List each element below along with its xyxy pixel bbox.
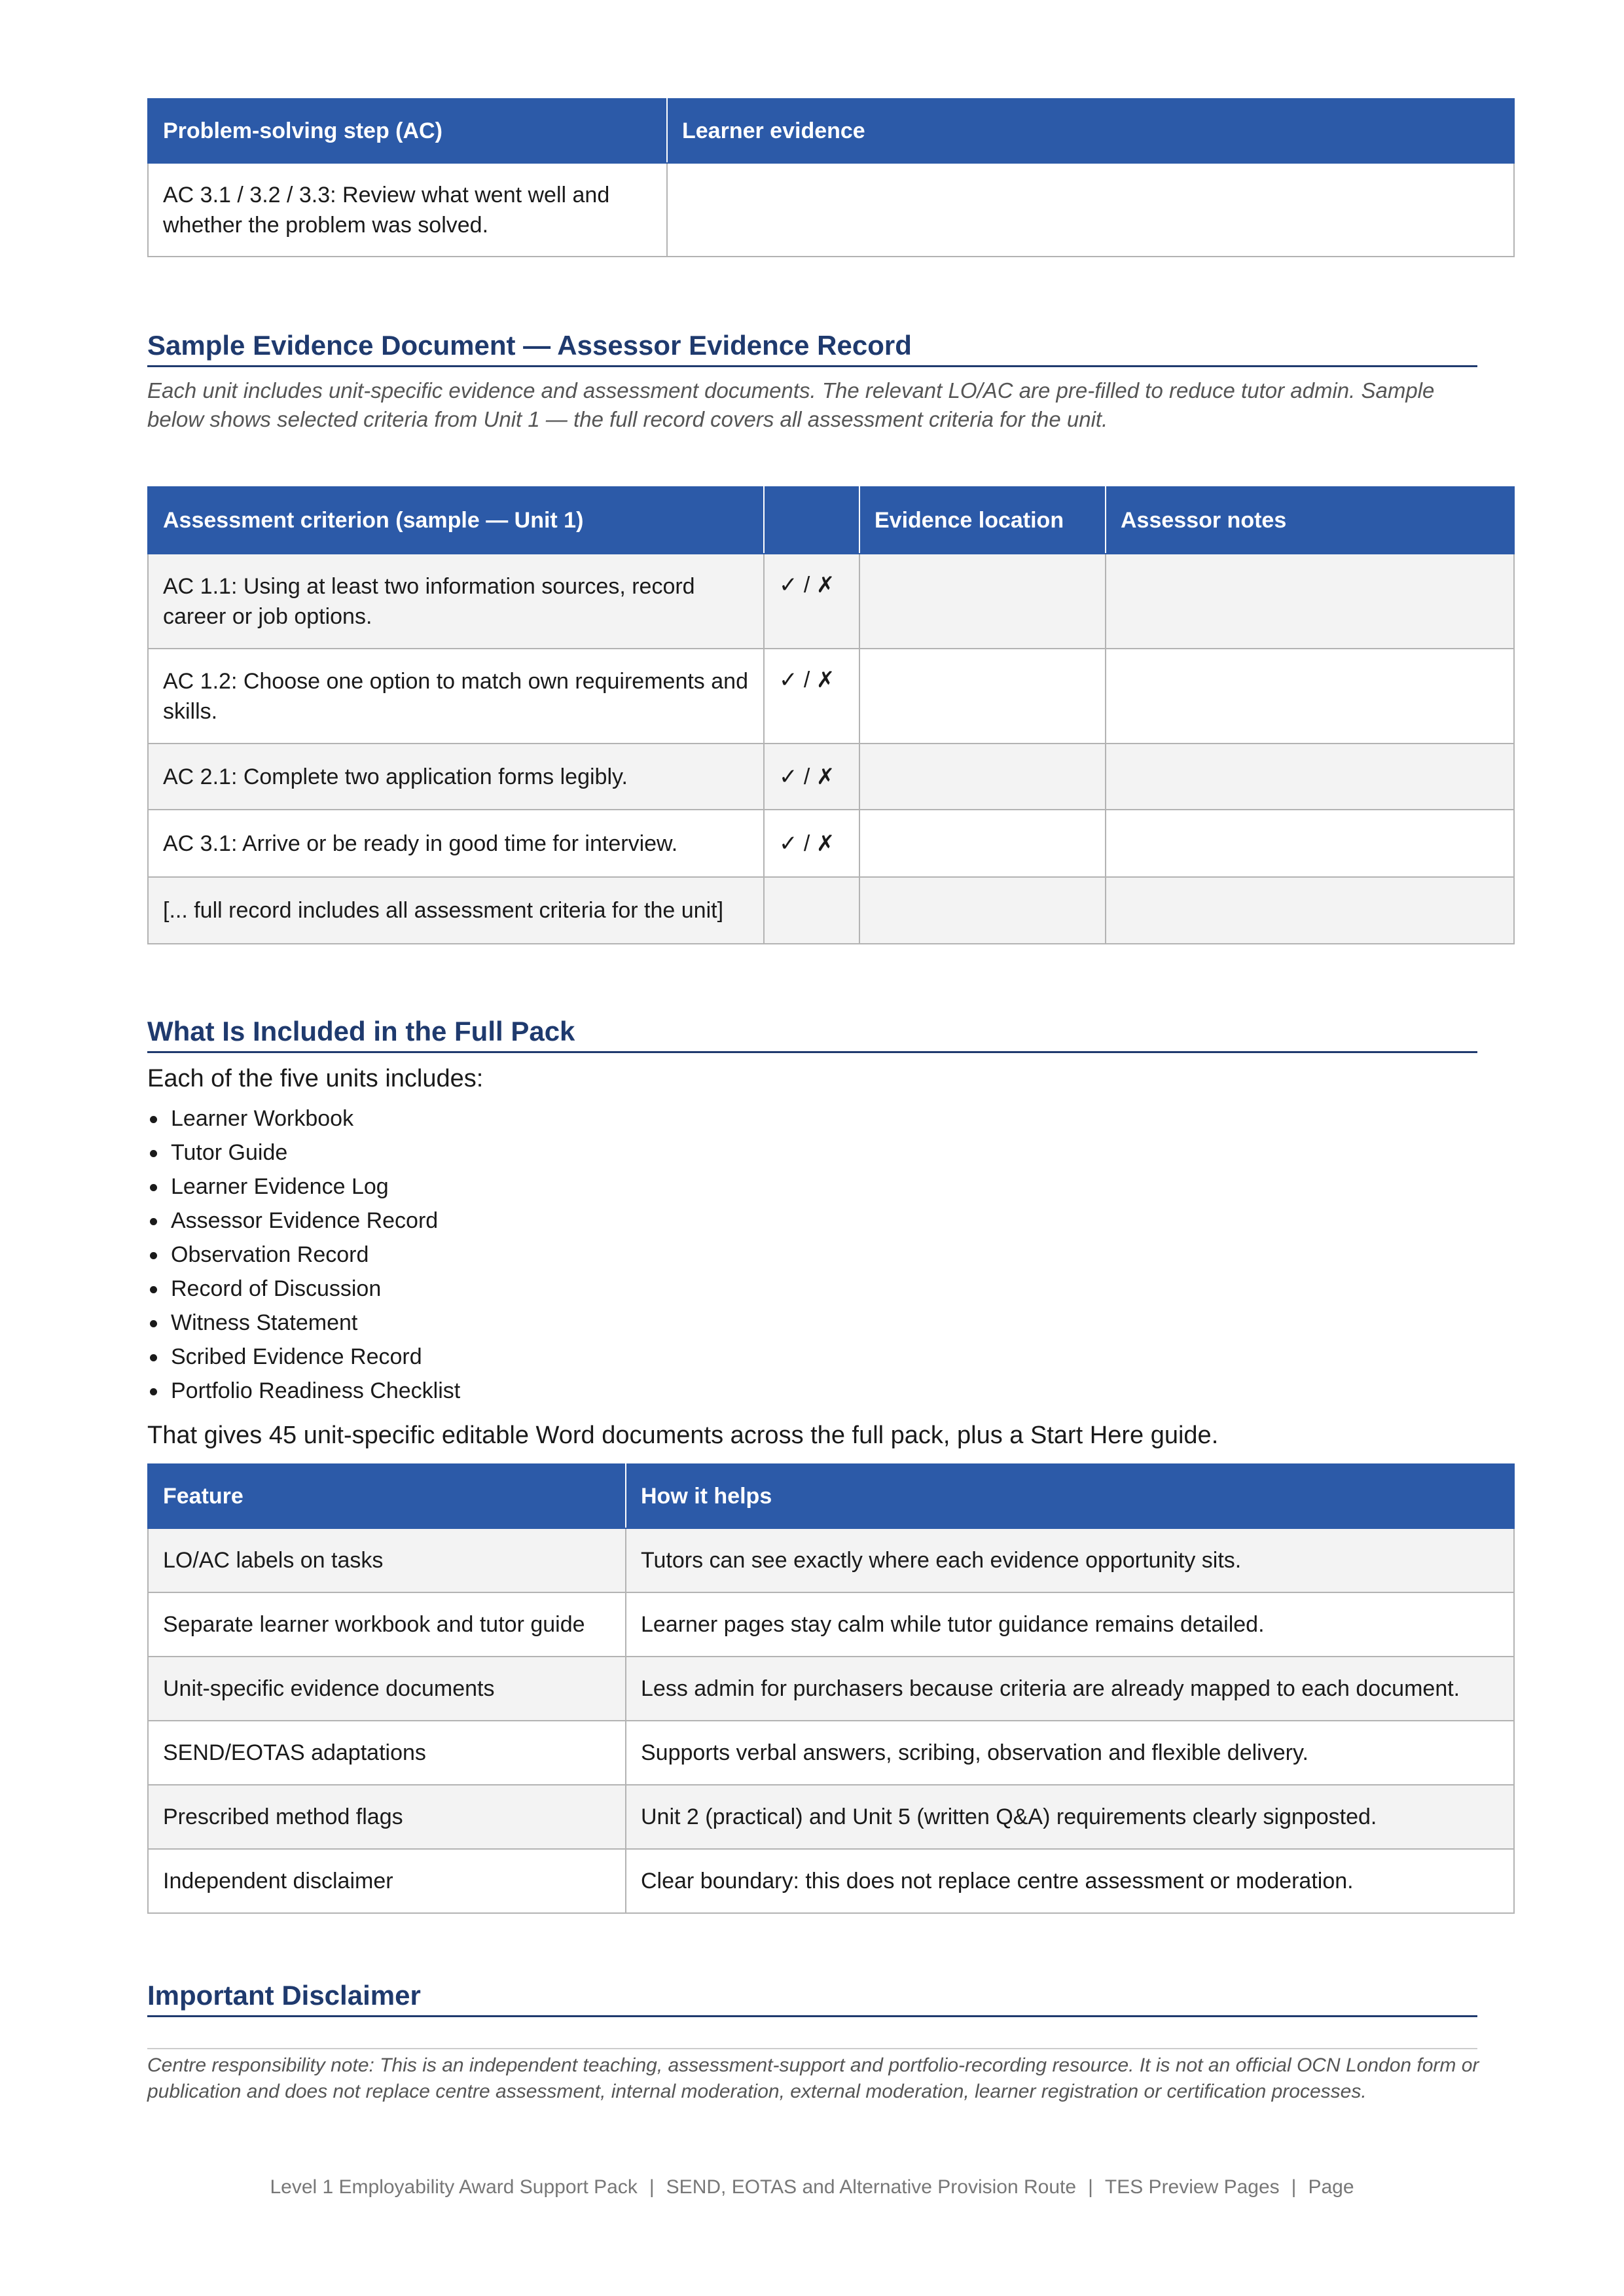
assessor-notes-cell[interactable]	[1106, 810, 1514, 877]
disclaimer-text: Centre responsibility note: This is an independent teaching, assessment-support and portfolio-recording resource. It is not an official OCN London form or publication and does not replace centre assessment, internal moderation, external moderation, learner registration or certification processes.	[147, 2054, 1479, 2102]
evidence-location-cell	[859, 877, 1106, 944]
list-item: Observation Record	[147, 1238, 460, 1272]
list-item: Record of Discussion	[147, 1272, 460, 1306]
table-header: Assessment criterion (sample — Unit 1)	[148, 487, 764, 554]
table-header	[764, 487, 859, 554]
feature-cell: LO/AC labels on tasks	[148, 1528, 626, 1592]
section-heading-disclaimer: Important Disclaimer	[147, 1979, 1477, 2017]
list-item: Witness Statement	[147, 1306, 460, 1340]
met-toggle[interactable]: ✓ / ✗	[764, 810, 859, 877]
benefit-cell: Unit 2 (practical) and Unit 5 (written Q&A) requirements clearly signposted.	[626, 1785, 1514, 1849]
features-table	[147, 1463, 1515, 1914]
feature-cell: Prescribed method flags	[148, 1785, 626, 1849]
list-item: Assessor Evidence Record	[147, 1204, 460, 1238]
benefit-cell: Tutors can see exactly where each evidence opportunity sits.	[626, 1528, 1514, 1592]
criterion-cell: AC 3.1: Arrive or be ready in good time for interview.	[148, 810, 764, 877]
criterion-cell: [... full record includes all assessment criteria for the unit]	[148, 877, 764, 944]
table-cell: AC 3.1 / 3.2 / 3.3: Review what went well and whether the problem was solved.	[148, 163, 667, 257]
page-footer	[0, 2176, 1624, 2198]
footer-separator: |	[1088, 2176, 1093, 2198]
criterion-cell: AC 2.1: Complete two application forms legibly.	[148, 744, 764, 810]
table-header: How it helps	[626, 1464, 1514, 1528]
assessor-notes-cell[interactable]	[1106, 554, 1514, 649]
assessor-notes-cell[interactable]	[1106, 744, 1514, 810]
feature-cell: Independent disclaimer	[148, 1849, 626, 1913]
table-header: Learner evidence	[667, 99, 1514, 163]
list-item: Tutor Guide	[147, 1136, 460, 1170]
met-toggle[interactable]: ✓ / ✗	[764, 554, 859, 649]
table-header: Evidence location	[859, 487, 1106, 554]
criterion-cell: AC 1.1: Using at least two information sources, record career or job options.	[148, 554, 764, 649]
assessor-notes-cell[interactable]	[1106, 649, 1514, 744]
pack-items-list	[147, 1102, 460, 1408]
feature-cell: SEND/EOTAS adaptations	[148, 1721, 626, 1785]
list-item: Learner Workbook	[147, 1102, 460, 1136]
list-item: Portfolio Readiness Checklist	[147, 1374, 460, 1408]
benefit-cell: Clear boundary: this does not replace centre assessment or moderation.	[626, 1849, 1514, 1913]
evidence-location-cell[interactable]	[859, 744, 1106, 810]
footer-separator: |	[649, 2176, 655, 2198]
benefit-cell: Learner pages stay calm while tutor guidance remains detailed.	[626, 1592, 1514, 1657]
evidence-location-cell[interactable]	[859, 810, 1106, 877]
footer-separator: |	[1291, 2176, 1297, 2198]
footer-route: SEND, EOTAS and Alternative Provision Route	[666, 2176, 1077, 2198]
criterion-cell: AC 1.2: Choose one option to match own requirements and skills.	[148, 649, 764, 744]
table-header: Feature	[148, 1464, 626, 1528]
met-toggle[interactable]: ✓ / ✗	[764, 744, 859, 810]
section-heading-assessor: Sample Evidence Document — Assessor Evidence Record	[147, 329, 1477, 367]
footer-page-label: Page	[1308, 2176, 1354, 2198]
footer-title: Level 1 Employability Award Support Pack	[270, 2176, 638, 2198]
table-header: Assessor notes	[1106, 487, 1514, 554]
list-item: Scribed Evidence Record	[147, 1340, 460, 1374]
problem-solving-table	[147, 98, 1515, 257]
section-heading-pack: What Is Included in the Full Pack	[147, 1014, 1477, 1053]
met-toggle	[764, 877, 859, 944]
pack-summary: That gives 45 unit-specific editable Word documents across the full pack, plus a Start Here guide.	[147, 1422, 1219, 1449]
benefit-cell: Supports verbal answers, scribing, observation and flexible delivery.	[626, 1721, 1514, 1785]
pack-lead: Each of the five units includes:	[147, 1065, 484, 1092]
learner-evidence-cell[interactable]	[667, 163, 1514, 257]
feature-cell: Unit-specific evidence documents	[148, 1657, 626, 1721]
section-intro: Each unit includes unit-specific evidence and assessment documents. The relevant LO/AC are pre-filled to reduce tutor admin. Sample below shows selected criteria from Unit 1 — the full record covers all assessment criteria for the unit.	[147, 378, 1435, 431]
feature-cell: Separate learner workbook and tutor guide	[148, 1592, 626, 1657]
divider	[147, 2048, 1477, 2049]
footer-preview: TES Preview Pages	[1104, 2176, 1280, 2198]
table-header: Problem-solving step (AC)	[148, 99, 667, 163]
assessor-notes-cell	[1106, 877, 1514, 944]
met-toggle[interactable]: ✓ / ✗	[764, 649, 859, 744]
evidence-location-cell[interactable]	[859, 554, 1106, 649]
list-item: Learner Evidence Log	[147, 1170, 460, 1204]
benefit-cell: Less admin for purchasers because criteria are already mapped to each document.	[626, 1657, 1514, 1721]
evidence-location-cell[interactable]	[859, 649, 1106, 744]
assessor-evidence-table	[147, 486, 1515, 944]
